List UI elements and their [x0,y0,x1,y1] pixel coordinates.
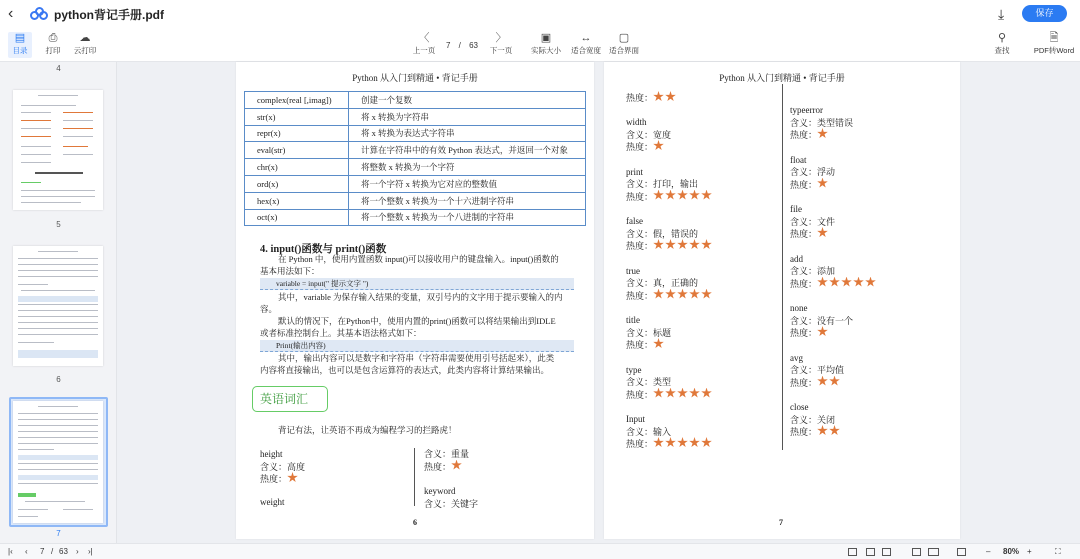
vocab-meaning: 含义：文件 [790,216,836,227]
table-cell: repr(x) [245,125,349,142]
table-row [245,108,586,125]
star-icon [653,388,664,399]
table-cell: hex(x) [245,192,349,209]
heat-stars [451,460,463,475]
total-pages: 63 [469,40,478,50]
table-row [245,159,586,176]
vocab-heat [626,290,713,303]
paragraph: 或者标准控制台上。其基本语法格式如下： [260,328,422,338]
star-icon [817,227,828,238]
vocab-word: title [626,315,640,325]
heat-stars [817,227,829,242]
heat-label: 热度： [790,229,818,239]
table-cell: oct(x) [245,209,349,226]
status-current-page[interactable]: 7 [40,547,45,556]
download-icon[interactable]: ⤓ [998,6,1005,22]
vocab-word: file [790,204,802,214]
vocab-heat [626,92,677,105]
vocab-meaning: 含义：假，错误的 [626,228,699,239]
table-row [245,125,586,142]
search-button[interactable] [992,32,1012,56]
star-icon [817,178,828,189]
fullscreen-icon[interactable]: ⛶ [1055,547,1061,556]
star-icon [817,376,828,387]
vocab-entry [424,485,478,510]
column-divider [782,84,783,450]
vocab-word: close [790,402,809,412]
table-cell: complex(real [,imag]) [245,92,349,109]
back-arrow-icon[interactable]: ‹ [8,5,14,22]
search-icon: ⚲ [997,32,1007,44]
star-icon [653,437,664,448]
thumbnail-number: 6 [56,375,61,384]
table-cell: 创建一个复数 [349,92,586,109]
vocab-heat [260,473,305,486]
star-icon [287,472,298,483]
vocab-meaning: 含义：添加 [790,266,836,276]
vocab-entry [790,154,835,192]
heat-label: 热度： [626,439,654,449]
cloud-print-button[interactable] [72,32,98,56]
pdf-to-word-icon: 🗎 [1049,32,1059,44]
paragraph: 默认的情况下，在Python中，使用内置的print()函数可以将结果输出到IDLE [278,316,556,326]
title-bar [0,0,1080,28]
heat-label: 热度： [626,290,654,301]
vocab-heat [626,339,671,352]
vocab-meaning: 含义：平均值 [790,365,845,375]
vocab-word: Input [626,414,645,424]
prev-page-button[interactable] [412,32,436,56]
heat-label: 热度： [424,461,452,472]
prev-page-icon: 〈 [418,32,430,44]
thumbnail-page-6[interactable] [13,246,103,366]
search-label: 查找 [994,46,1010,55]
heat-label: 热度： [626,93,654,103]
heat-label: 热度： [626,389,654,400]
heat-label: 热度： [790,179,818,190]
actual-size-button[interactable] [530,32,562,56]
star-icon [817,128,828,139]
paragraph: 基本用法如下： [260,266,320,276]
thumbnail-page-5[interactable] [13,90,103,210]
thumbnail-number: 7 [56,529,61,538]
vocab-heat [790,228,835,241]
vocab-word: width [626,117,647,127]
vocab-heat [790,327,853,340]
heat-stars [287,472,299,487]
zoom-level[interactable]: 80% [1003,547,1020,556]
vocab-entry [626,92,677,105]
view-mode-icon[interactable] [882,548,891,556]
paragraph: 其中，variable 为保存输入结果的变量，双引号内的文字用于提示要输入的内 [278,292,563,302]
pdf-to-word-label: PDF转Word [1033,46,1075,55]
vocab-meaning: 含义：类型 [626,377,672,387]
fit-width-label: 适合宽度 [571,46,601,55]
heat-stars [817,425,841,440]
heat-stars [817,128,829,143]
next-page-button[interactable] [489,32,513,56]
vocab-heat [790,278,877,291]
star-icon [665,388,676,399]
star-icon [653,190,664,201]
heat-stars [653,140,665,155]
star-icon [817,277,828,288]
vocab-word: false [626,216,643,226]
app-logo-icon [30,7,48,21]
star-icon [817,326,828,337]
vocab-word: float [790,154,807,165]
star-icon [665,239,676,250]
vocab-heat [626,438,713,451]
vocab-heat [790,426,841,439]
vocab-meaning: 含义：宽度 [626,129,672,140]
star-icon [665,289,676,300]
vocab-heat [626,141,671,154]
vocab-entry [790,203,835,241]
prev-page-icon[interactable]: ‹ [25,547,28,556]
view-mode-icon[interactable] [848,548,857,556]
vocab-meaning: 含义：关闭 [790,414,836,425]
toc-label: 目录 [12,46,28,55]
pdf-to-word-button[interactable] [1033,32,1075,56]
heat-label: 热度： [626,142,654,152]
vocab-meaning: 含义：真，正确的 [626,278,699,288]
save-button[interactable]: 保存 [1022,5,1067,22]
paragraph: 其中，输出内容可以是数字和字符串（字符串需要使用引号括起来），此类 [278,353,555,363]
star-icon [677,388,688,399]
vocab-heading: 英语词汇 [252,386,328,412]
vocab-word: keyword [424,486,456,496]
paragraph: 在 Python 中，使用内置函数 input()可以接收用户的键盘输入。input()函数的 [278,254,559,264]
star-icon [829,277,840,288]
vocab-entry [790,401,841,439]
status-separator: / [51,547,54,556]
star-icon [689,437,700,448]
function-table [244,91,586,226]
vocab-meaning: 含义：输入 [626,426,672,437]
page-header: Python 从入门到精通 • 背记手册 [719,73,845,83]
star-icon [701,289,712,300]
heat-stars [653,289,713,304]
thumbnail-number: 4 [56,64,61,73]
star-icon [653,91,664,102]
print-label: 打印 [45,46,61,55]
table-cell: 计算在字符串中的有效 Python 表达式，并返回一个对象 [349,142,586,159]
table-row [245,209,586,226]
vocab-meaning: 含义：重量 [424,449,470,459]
vocab-word: type [626,364,642,375]
vocab-entry [790,302,853,340]
star-icon [653,338,664,349]
table-cell: 将一个整数 x 转换为一个八进制的字符串 [349,209,586,226]
vocab-entry [626,265,713,303]
vocab-entry [260,496,285,509]
table-cell: 将 x 转换为表达式字符串 [349,125,586,142]
zoom-out-icon[interactable]: – [986,547,991,556]
heat-stars [817,326,829,341]
table-cell: 将整数 x 转换为一个字符 [349,159,586,176]
page-header: Python 从入门到精通 • 背记手册 [352,73,478,83]
vocab-word: add [790,253,803,264]
vocab-word: print [626,166,643,177]
vocab-entry [626,166,713,204]
star-icon [653,289,664,300]
vocab-entry [626,364,713,402]
vocab-word: none [790,303,808,313]
star-icon [677,190,688,201]
vocab-heat [790,129,853,142]
status-total-pages: 63 [59,547,68,556]
code-block: variable = input(" 提示文字 ") [260,278,574,290]
vocab-meaning: 含义：类型错误 [790,117,854,128]
thumbnail-sidebar [0,62,117,543]
first-page-icon[interactable]: |‹ [8,547,13,556]
star-icon [701,437,712,448]
print-button[interactable] [43,32,63,56]
star-icon [653,239,664,250]
vocab-meaning: 含义：标题 [626,327,672,338]
vocab-heat [424,461,469,474]
vocab-entry [260,448,305,486]
table-cell: 将一个字符 x 转换为它对应的整数值 [349,175,586,192]
heat-stars [653,338,665,353]
next-page-label: 下一页 [489,46,513,55]
thumbnail-page-7[interactable] [13,401,103,523]
single-page-icon[interactable] [912,548,921,556]
heat-label: 热度： [626,241,654,251]
view-mode-icon[interactable] [866,548,875,556]
fit-page-icon: ▢ [618,32,630,44]
paragraph: 容。 [260,304,278,314]
table-row [245,142,586,159]
next-page-icon[interactable]: › [76,547,79,556]
star-icon [701,239,712,250]
table-cell: ord(x) [245,175,349,192]
vocab-entry [424,448,469,473]
prev-page-label: 上一页 [412,46,436,55]
next-page-icon: 〉 [495,32,507,44]
paragraph: 内容将直接输出，也可以是包含运算符的表达式，此类内容将计算结果输出。 [260,365,550,375]
double-page-icon[interactable] [928,548,939,556]
vocab-heat [626,191,713,204]
heat-label: 热度： [626,191,654,202]
star-icon [701,388,712,399]
thumbnail-number: 5 [56,220,61,229]
heat-stars [653,190,713,205]
star-icon [665,91,676,102]
page-separator: / [458,40,461,50]
vocab-meaning: 含义：打印，输出 [626,179,699,189]
current-page-input[interactable]: 7 [446,40,451,50]
cloud-print-label: 云打印 [73,46,97,55]
vocab-entry [626,116,671,154]
page-number: 6 [413,518,417,527]
vocab-meaning: 含义：关键字 [424,498,479,509]
star-icon [829,376,840,387]
table-cell: str(x) [245,108,349,125]
page-indicator[interactable] [443,38,481,52]
vocab-word: height [260,449,283,459]
heat-stars [817,178,829,193]
vocab-entry [626,314,671,352]
table-row [245,92,586,109]
star-icon [677,289,688,300]
star-icon [677,437,688,448]
code-block: Print(输出内容) [260,340,574,352]
vocab-word: weight [260,497,285,507]
vocab-entry [790,253,877,291]
star-icon [665,437,676,448]
heat-label: 热度： [790,130,818,140]
vocab-meaning: 含义：浮动 [790,167,836,177]
section-title: 4. input()函数与 print()函数 [260,244,387,255]
toc-icon: ▤ [14,32,26,44]
pdf-page-6 [236,62,594,539]
heat-label: 热度： [790,377,818,388]
heat-label: 热度： [790,427,818,437]
pdf-page-7 [604,62,960,539]
fit-width-button[interactable] [570,32,602,56]
heat-stars [653,388,713,403]
vocab-meaning: 含义：没有一个 [790,315,854,326]
vocab-entry [790,104,853,142]
vocab-heat [626,240,713,253]
star-icon [853,277,864,288]
page-number: 7 [779,518,783,527]
vocab-entry [626,413,713,451]
heat-stars [653,91,677,106]
star-icon [829,425,840,436]
heat-stars [653,437,713,452]
heat-stars [817,277,877,292]
vocab-word: true [626,265,640,276]
heat-stars [817,376,841,391]
table-cell: eval(str) [245,142,349,159]
heat-label: 热度： [626,340,654,350]
table-row [245,175,586,192]
star-icon [865,277,876,288]
star-icon [689,239,700,250]
column-divider [414,448,415,506]
continuous-scroll-icon[interactable] [957,548,966,556]
table-cell: 将 x 转换为字符串 [349,108,586,125]
file-name: python背记手册.pdf [54,7,164,22]
vocab-tip: 背记有法，让英语不再成为编程学习的拦路虎！ [278,425,457,435]
vocab-entry [626,215,713,253]
zoom-in-icon[interactable]: + [1027,547,1032,556]
star-icon [689,388,700,399]
star-icon [653,140,664,151]
heat-label: 热度： [260,474,288,484]
star-icon [451,460,462,471]
toolbar [0,28,1080,62]
actual-size-icon: ▣ [540,32,552,44]
heat-label: 热度： [790,328,818,338]
fit-width-icon: ↔ [580,32,592,44]
star-icon [665,190,676,201]
toc-button[interactable] [8,32,32,58]
star-icon [677,239,688,250]
print-icon: ⎙ [48,32,58,44]
fit-page-label: 适合界面 [609,46,639,55]
vocab-heat [626,389,713,402]
vocab-word: avg [790,352,803,363]
vocab-heat [790,179,835,192]
cloud-print-icon: ☁ [79,32,91,44]
vocab-entry [790,352,844,390]
table-cell: 将一个整数 x 转换为一个十六进制字符串 [349,192,586,209]
star-icon [701,190,712,201]
vocab-word: typeerror [790,105,823,115]
fit-page-button[interactable] [608,32,640,56]
heat-stars [653,239,713,254]
star-icon [817,425,828,436]
actual-size-label: 实际大小 [531,46,561,55]
table-row [245,192,586,209]
last-page-icon[interactable]: ›| [88,547,93,556]
star-icon [689,289,700,300]
vocab-heat [790,377,844,390]
star-icon [689,190,700,201]
vocab-meaning: 含义：高度 [260,461,306,472]
table-cell: chr(x) [245,159,349,176]
heat-label: 热度： [790,278,818,289]
status-bar [0,543,1080,559]
star-icon [841,277,852,288]
